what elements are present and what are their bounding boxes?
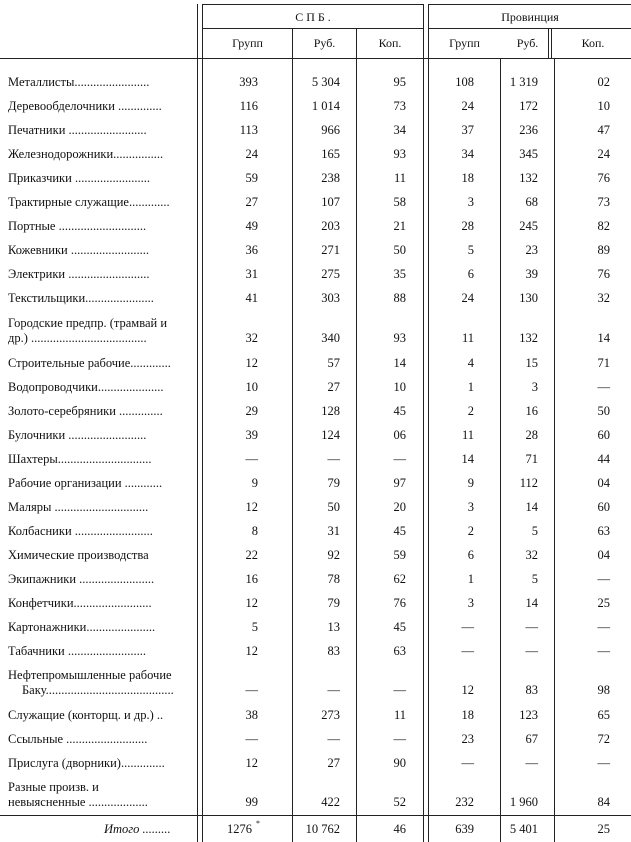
table-cell: 59 [245, 171, 258, 185]
table-cell: 1 960 [509, 795, 538, 809]
table-cell: 76 [597, 267, 610, 281]
table-cell: 93 [393, 147, 406, 161]
table-cell: 14 [597, 331, 610, 345]
row-label: Рабочие организации ............ [8, 476, 163, 490]
table-cell: 128 [321, 404, 340, 418]
table-cell: 57 [327, 356, 340, 370]
table-cell: 24 [597, 147, 610, 161]
table-cell: 76 [393, 596, 406, 610]
table-cell: 83 [327, 644, 340, 658]
column-header: Руб. [516, 36, 539, 50]
table-cell: 45 [393, 620, 406, 634]
table-cell: 32 [245, 331, 258, 345]
table-cell: 3 [531, 380, 538, 394]
table-cell: — [525, 756, 538, 770]
table-cell: 5 [531, 524, 538, 538]
table-cell: 132 [519, 331, 538, 345]
total-rule [0, 815, 631, 816]
table-cell: 245 [519, 219, 538, 233]
table-cell: 79 [327, 596, 340, 610]
table-cell: — [597, 620, 610, 634]
row-label: Печатники ......................... [8, 123, 147, 137]
table-cell: 130 [519, 291, 538, 305]
table-cell: 10 [597, 99, 610, 113]
table-cell: 11 [393, 171, 406, 185]
table-cell: 88 [393, 291, 406, 305]
column-header: Групп [449, 36, 480, 50]
table-cell: 34 [393, 123, 406, 137]
table-cell: — [393, 683, 406, 697]
table-cell: 11 [393, 708, 406, 722]
table-cell: 8 [251, 524, 258, 538]
table-cell: 39 [245, 428, 258, 442]
table-cell: 340 [321, 331, 340, 345]
table-cell: 38 [245, 708, 258, 722]
table-cell: 36 [245, 243, 258, 257]
table-cell: 92 [327, 548, 340, 562]
row-label: Строительные рабочие............. [8, 356, 171, 370]
table-cell: 37 [461, 123, 474, 137]
total-label: Итого ......... [104, 822, 171, 836]
table-cell: 49 [245, 219, 258, 233]
table-cell: 60 [597, 428, 610, 442]
group-header-province: Провинция [501, 10, 559, 24]
table-cell: 15 [525, 356, 538, 370]
table-cell: 22 [245, 548, 258, 562]
table-cell: 9 [251, 476, 258, 490]
table-cell: 76 [597, 171, 610, 185]
table-cell: 35 [393, 267, 406, 281]
table-cell: 95 [393, 75, 406, 89]
table-cell: 89 [597, 243, 610, 257]
table-cell: 90 [393, 756, 406, 770]
table-cell: 12 [245, 756, 258, 770]
table-cell: 2 [467, 404, 474, 418]
table-cell: 24 [245, 147, 258, 161]
table-cell: — [245, 732, 258, 746]
table-cell: 60 [597, 500, 610, 514]
table-cell: 12 [461, 683, 474, 697]
table-cell: 27 [327, 756, 340, 770]
table-cell: 44 [597, 452, 610, 466]
table-cell: 63 [597, 524, 610, 538]
table-cell: 20 [393, 500, 406, 514]
table-cell: 124 [321, 428, 340, 442]
total-cell: 46 [393, 822, 406, 836]
table-cell: 107 [321, 195, 340, 209]
row-label-continued: Баку......................................... [22, 683, 174, 697]
row-label: Железнодорожники................ [8, 147, 164, 161]
row-label: Городские предпр. (трамвай и [8, 316, 168, 330]
row-label: Колбасники ......................... [8, 524, 153, 538]
row-label: Золото-серебряники .............. [8, 404, 163, 418]
table-cell: 58 [393, 195, 406, 209]
row-label: Водопроводчики..................... [8, 380, 164, 394]
table-cell: 12 [245, 500, 258, 514]
table-cell: 02 [597, 75, 610, 89]
table-cell: 303 [321, 291, 340, 305]
column-header: Коп. [581, 36, 605, 50]
table-cell: 93 [393, 331, 406, 345]
group-header-spb: С П Б . [295, 10, 331, 24]
table-cell: 1 [467, 572, 474, 586]
table-cell: 393 [239, 75, 258, 89]
table-cell: 275 [321, 267, 340, 281]
table-cell: 99 [245, 795, 258, 809]
table-cell: 12 [245, 356, 258, 370]
table-cell: 11 [461, 428, 474, 442]
table-cell: 68 [525, 195, 538, 209]
footnote-mark: * [256, 819, 260, 828]
table-cell: 132 [519, 171, 538, 185]
table-cell: — [327, 732, 340, 746]
table-cell: 5 [251, 620, 258, 634]
table-cell: 23 [525, 243, 538, 257]
table-cell: 71 [525, 452, 538, 466]
table-cell: 3 [467, 195, 474, 209]
table-cell: 45 [393, 404, 406, 418]
row-label: Металлисты........................ [8, 75, 150, 89]
table-cell: 04 [597, 548, 610, 562]
table-cell: 5 [531, 572, 538, 586]
table-cell: — [245, 683, 258, 697]
row-label: Картонажники...................... [8, 620, 156, 634]
table-cell: 12 [245, 644, 258, 658]
table-cell: — [327, 452, 340, 466]
group-rule [203, 28, 423, 29]
table-cell: — [525, 620, 538, 634]
table-cell: 24 [461, 99, 474, 113]
table-cell: 271 [321, 243, 340, 257]
table-cell: 79 [327, 476, 340, 490]
table-cell: 63 [393, 644, 406, 658]
table-cell: 14 [525, 500, 538, 514]
table-cell: 165 [321, 147, 340, 161]
table-cell: 59 [393, 548, 406, 562]
table-cell: 52 [393, 795, 406, 809]
table-cell: 82 [597, 219, 610, 233]
table-cell: — [597, 380, 610, 394]
table-cell: 238 [321, 171, 340, 185]
table-cell: 31 [327, 524, 340, 538]
table-cell: 28 [461, 219, 474, 233]
table-cell: 73 [393, 99, 406, 113]
row-label: Маляры .............................. [8, 500, 149, 514]
table-cell: 5 304 [311, 75, 340, 89]
row-label: Электрики .......................... [8, 267, 150, 281]
table-cell: — [393, 732, 406, 746]
row-label: Служащие (конторщ. и др.) .. [8, 708, 164, 722]
table-cell: 6 [467, 548, 474, 562]
table-cell: — [525, 644, 538, 658]
table-cell: 4 [467, 356, 474, 370]
row-label: Трактирные служащие............. [8, 195, 170, 209]
table-cell: 236 [519, 123, 538, 137]
header-rule [0, 58, 631, 59]
table-cell: 14 [393, 356, 406, 370]
table-cell: 50 [597, 404, 610, 418]
column-header: Групп [232, 36, 263, 50]
row-label: Экипажники ........................ [8, 572, 155, 586]
table-cell: 5 [467, 243, 474, 257]
table-cell: — [597, 572, 610, 586]
total-cell: 10 762 [305, 822, 340, 836]
table-cell: 32 [597, 291, 610, 305]
table-cell: 73 [597, 195, 610, 209]
table-cell: 97 [393, 476, 406, 490]
table-cell: 34 [461, 147, 474, 161]
table-cell: 24 [461, 291, 474, 305]
column-header: Коп. [378, 36, 402, 50]
table-cell: 83 [525, 683, 538, 697]
table-cell: 10 [245, 380, 258, 394]
table-cell: 113 [239, 123, 258, 137]
table-cell: 116 [239, 99, 258, 113]
row-label: Химические производства [8, 548, 149, 562]
table-cell: 14 [525, 596, 538, 610]
row-label-continued: др.) ..................................... [8, 331, 147, 345]
table-cell: 9 [467, 476, 474, 490]
table-cell: 39 [525, 267, 538, 281]
table-cell: 10 [393, 380, 406, 394]
table-cell: 50 [393, 243, 406, 257]
table-cell: 16 [525, 404, 538, 418]
table-cell: 345 [519, 147, 538, 161]
row-label: Кожевники ......................... [8, 243, 149, 257]
table-cell: 18 [461, 708, 474, 722]
table-cell: 13 [327, 620, 340, 634]
row-label: Конфетчики......................... [8, 596, 152, 610]
table-cell: 3 [467, 596, 474, 610]
table-cell: 50 [327, 500, 340, 514]
row-label: Ссыльные .......................... [8, 732, 148, 746]
table-cell: — [597, 644, 610, 658]
table-cell: 232 [455, 795, 474, 809]
table-cell: 422 [321, 795, 340, 809]
table-cell: 06 [393, 428, 406, 442]
row-label: Шахтеры.............................. [8, 452, 152, 466]
table-cell: 45 [393, 524, 406, 538]
table-cell: 108 [455, 75, 474, 89]
table-cell: — [461, 644, 474, 658]
table-cell: 18 [461, 171, 474, 185]
table-cell: 2 [467, 524, 474, 538]
table-cell: — [327, 683, 340, 697]
table-cell: 1 014 [311, 99, 340, 113]
table-cell: 27 [327, 380, 340, 394]
table-cell: 112 [519, 476, 538, 490]
row-label: Прислуга (дворники).............. [8, 756, 165, 770]
table-cell: 72 [597, 732, 610, 746]
table-cell: 1 [467, 380, 474, 394]
table-cell: 84 [597, 795, 610, 809]
total-cell: 1276 [227, 822, 252, 836]
table-cell: 12 [245, 596, 258, 610]
table-cell: 65 [597, 708, 610, 722]
table-cell: 6 [467, 267, 474, 281]
table-cell: 14 [461, 452, 474, 466]
table-cell: 32 [525, 548, 538, 562]
row-label: Нефтепромышленные рабочие [8, 668, 172, 682]
row-label: Портные ............................ [8, 219, 147, 233]
table-cell: 27 [245, 195, 258, 209]
table-cell: 25 [597, 596, 610, 610]
table-cell: — [461, 756, 474, 770]
table-cell: — [245, 452, 258, 466]
column-header: Руб. [313, 36, 336, 50]
table-cell: 23 [461, 732, 474, 746]
group-rule [429, 28, 631, 29]
top-rule [203, 4, 423, 5]
table-cell: 203 [321, 219, 340, 233]
table-cell: 966 [321, 123, 340, 137]
total-cell: 25 [597, 822, 610, 836]
table-cell: 98 [597, 683, 610, 697]
table-cell: 11 [461, 331, 474, 345]
row-label: Приказчики ........................ [8, 171, 150, 185]
table-cell: 41 [245, 291, 258, 305]
row-label: Разные произв. и [8, 780, 99, 794]
table-cell: 1 319 [509, 75, 538, 89]
table-cell: 31 [245, 267, 258, 281]
table-cell: 172 [519, 99, 538, 113]
row-label: Табачники ......................... [8, 644, 146, 658]
table-cell: 3 [467, 500, 474, 514]
row-label: Булочники ......................... [8, 428, 147, 442]
top-rule [429, 4, 631, 5]
table-cell: 62 [393, 572, 406, 586]
total-cell: 639 [455, 822, 474, 836]
table-cell: 123 [519, 708, 538, 722]
table-cell: 78 [327, 572, 340, 586]
row-label: Текстильщики...................... [8, 291, 154, 305]
table-cell: 29 [245, 404, 258, 418]
table-cell: 16 [245, 572, 258, 586]
table-cell: 67 [525, 732, 538, 746]
table-cell: — [461, 620, 474, 634]
row-label-continued: невыясненные ................... [8, 795, 148, 809]
table-cell: 273 [321, 708, 340, 722]
table-cell: 21 [393, 219, 406, 233]
table-cell: — [393, 452, 406, 466]
table-cell: 28 [525, 428, 538, 442]
table-cell: 71 [597, 356, 610, 370]
table-cell: — [597, 756, 610, 770]
total-cell: 5 401 [509, 822, 538, 836]
row-label: Деревообделочники .............. [8, 99, 162, 113]
table-cell: 47 [597, 123, 610, 137]
table-cell: 04 [597, 476, 610, 490]
